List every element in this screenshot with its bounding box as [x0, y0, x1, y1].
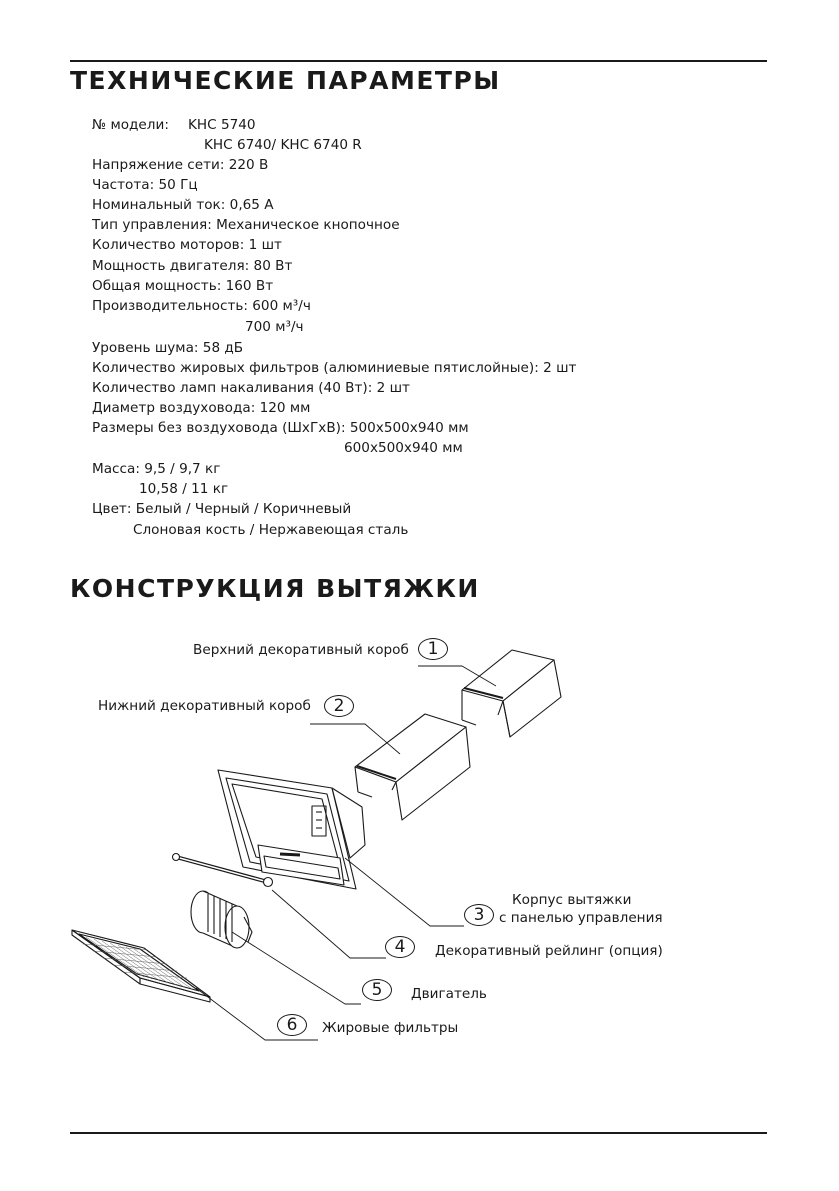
- callout-2-label: Нижний декоративный короб: [98, 698, 311, 714]
- upper-decorative-box-shape: [462, 650, 561, 737]
- noise: Уровень шума: 58 дБ: [92, 340, 244, 356]
- dimensions-1: Размеры без воздуховода (ШхГхВ): 500х500х940 мм: [92, 420, 469, 436]
- callout-6-label: Жировые фильтры: [322, 1020, 459, 1036]
- mass-2: 10,58 / 11 кг: [139, 481, 229, 497]
- duct-diameter: Диаметр воздуховода: 120 мм: [92, 400, 311, 416]
- callout-2-number: 2: [324, 695, 354, 717]
- color-1: Цвет: Белый / Черный / Коричневый: [92, 501, 352, 517]
- control-type: Тип управления: Механическое кнопочное: [92, 217, 400, 233]
- callout-4-label: Декоративный рейлинг (опция): [435, 943, 663, 959]
- callout-1-label: Верхний декоративный короб: [193, 642, 409, 658]
- hood-body-shape: [218, 770, 365, 889]
- model-2: KHC 6740/ KHC 6740 R: [204, 137, 362, 153]
- filters: Количество жировых фильтров (алюминиевые пятислойные): 2 шт: [92, 360, 577, 376]
- lamps: Количество ламп накаливания (40 Вт): 2 шт: [92, 380, 410, 396]
- motor-power: Мощность двигателя: 80 Вт: [92, 258, 293, 274]
- grease-filters-shape: [72, 930, 210, 1002]
- callout-6-number: 6: [277, 1014, 307, 1036]
- motor-count: Количество моторов: 1 шт: [92, 237, 282, 253]
- dimensions-2: 600х500х940 мм: [344, 440, 463, 456]
- callout-5-label: Двигатель: [411, 986, 487, 1002]
- specs-title: ТЕХНИЧЕСКИЕ ПАРАМЕТРЫ: [70, 66, 501, 95]
- callout-3-label-line1: Корпус вытяжки: [512, 892, 632, 908]
- color-2: Слоновая кость / Нержавеющая сталь: [133, 522, 409, 538]
- voltage: Напряжение сети: 220 В: [92, 157, 269, 173]
- motor-shape: [191, 891, 252, 948]
- construction-title: КОНСТРУКЦИЯ ВЫТЯЖКИ: [70, 574, 480, 603]
- mass-1: Масса: 9,5 / 9,7 кг: [92, 461, 221, 477]
- callout-3-label-line2: с панелью управления: [499, 910, 663, 926]
- callout-5-number: 5: [362, 979, 392, 1001]
- callout-3-number: 3: [464, 904, 494, 926]
- total-power: Общая мощность: 160 Вт: [92, 278, 274, 294]
- model-1: KHC 5740: [188, 117, 256, 133]
- callout-4-number: 4: [385, 936, 415, 958]
- model-label: № модели:: [92, 117, 169, 133]
- bottom-rule: [70, 1132, 767, 1134]
- frequency: Частота: 50 Гц: [92, 177, 198, 193]
- capacity-1: Производительность: 600 м³/ч: [92, 298, 311, 314]
- capacity-2: 700 м³/ч: [245, 319, 304, 335]
- current: Номинальный ток: 0,65 А: [92, 197, 274, 213]
- callout-1-number: 1: [418, 638, 448, 660]
